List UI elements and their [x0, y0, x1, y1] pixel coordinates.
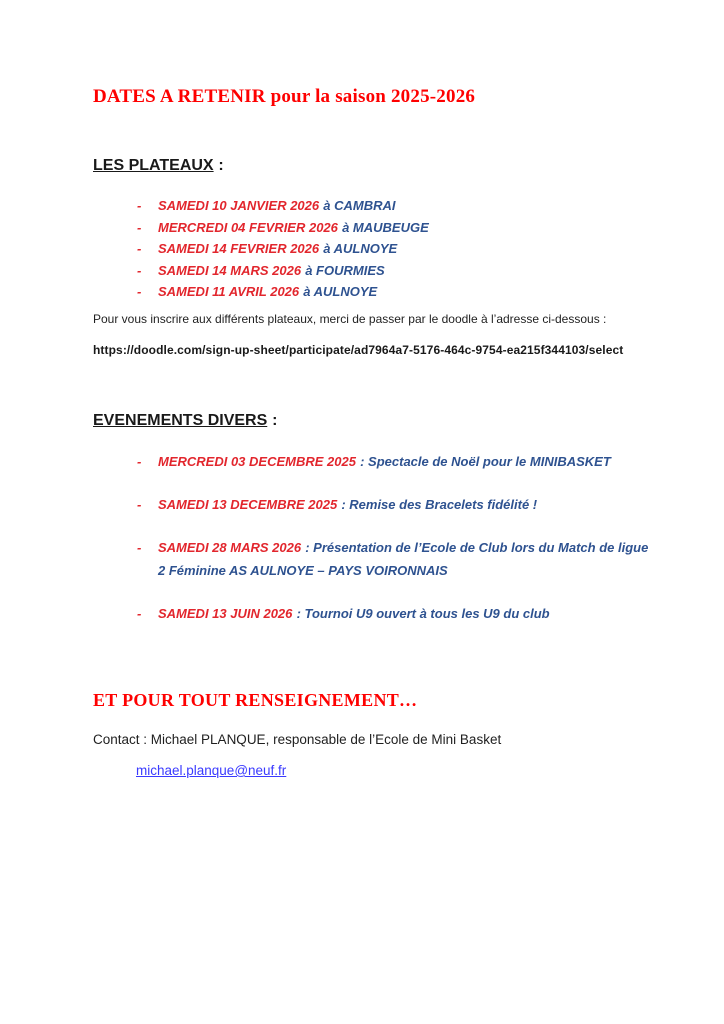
event-item-text [158, 536, 649, 582]
event-description: : Tournoi U9 ouvert à tous les U9 du club [296, 605, 550, 621]
plateaux-heading-text: LES PLATEAUX [93, 157, 214, 174]
plateau-location: à AULNOYE [323, 241, 398, 257]
doodle-url: https://doodle.com/sign-up-sheet/participate/ad7964a7-5176-464c-9754-ea215f344103/select [93, 342, 624, 357]
event-date: MERCREDI 03 DECEMBRE 2025 [158, 453, 356, 469]
events-heading-colon: : [272, 411, 278, 429]
plateau-item-text [158, 217, 649, 239]
dash-marker: - [137, 198, 142, 213]
events-heading-text: EVENEMENTS DIVERS [93, 411, 268, 429]
plateau-item [137, 238, 649, 260]
plateaux-list [93, 195, 649, 303]
event-date: SAMEDI 13 JUIN 2026 [158, 605, 293, 621]
events-heading [93, 411, 649, 430]
plateau-location: à AULNOYE [303, 284, 378, 300]
event-item [137, 493, 649, 516]
plateau-item [137, 195, 649, 217]
event-item-text [158, 493, 649, 516]
dash-marker: - [137, 219, 142, 235]
event-item [137, 536, 649, 582]
events-list [93, 450, 649, 625]
event-item [137, 450, 649, 473]
plateau-date: SAMEDI 14 MARS 2026 [158, 262, 302, 278]
plateau-date: SAMEDI 11 AVRIL 2026 [158, 284, 300, 300]
plateau-item-text [158, 281, 649, 303]
dash-marker: - [137, 496, 142, 512]
dash-marker: - [137, 539, 142, 555]
event-description: : Spectacle de Noël pour le MINIBASKET [360, 453, 611, 469]
plateau-item-text [158, 260, 649, 282]
signup-note: Pour vous inscrire aux différents plateaux, merci de passer par le doodle à l’adresse ci-dessous : [93, 311, 607, 326]
contact-heading: ET POUR TOUT RENSEIGNEMENT… [93, 689, 418, 710]
event-description: : Remise des Bracelets fidélité ! [341, 496, 538, 512]
dash-marker: - [137, 262, 142, 278]
event-item-text [158, 450, 649, 473]
event-description: : Présentation de l’Ecole de Club lors du Match de ligue 2 Féminine AS AULNOYE – PAYS VOIRONNAIS [158, 539, 649, 578]
dash-marker: - [137, 284, 142, 300]
plateau-location: à CAMBRAI [323, 198, 396, 213]
dash-marker: - [137, 453, 142, 469]
event-item-text [158, 602, 649, 625]
plateau-date: SAMEDI 14 FEVRIER 2026 [158, 241, 320, 257]
document-title: DATES A RETENIR pour la saison 2025-2026 [93, 86, 476, 107]
plateau-location: à MAUBEUGE [342, 219, 429, 235]
event-item [137, 602, 649, 625]
plateaux-heading [93, 156, 649, 175]
plateau-date: MERCREDI 04 FEVRIER 2026 [158, 219, 338, 235]
dash-marker: - [137, 241, 142, 257]
event-date: SAMEDI 13 DECEMBRE 2025 [158, 496, 338, 512]
plateaux-heading-colon: : [218, 157, 224, 174]
plateau-location: à FOURMIES [305, 262, 385, 278]
event-date: SAMEDI 28 MARS 2026 [158, 539, 302, 555]
plateau-item [137, 260, 649, 282]
plateau-item [137, 281, 649, 303]
plateau-item-text [158, 195, 649, 217]
contact-line: Contact : Michael PLANQUE, responsable de l’Ecole de Mini Basket [93, 731, 502, 747]
dash-marker: - [137, 605, 142, 621]
email-link[interactable]: michael.planque@neuf.fr [136, 762, 287, 778]
email-line [136, 762, 649, 779]
plateau-item-text [158, 238, 649, 260]
plateau-item [137, 217, 649, 239]
plateau-date: SAMEDI 10 JANVIER 2026 [158, 198, 320, 213]
